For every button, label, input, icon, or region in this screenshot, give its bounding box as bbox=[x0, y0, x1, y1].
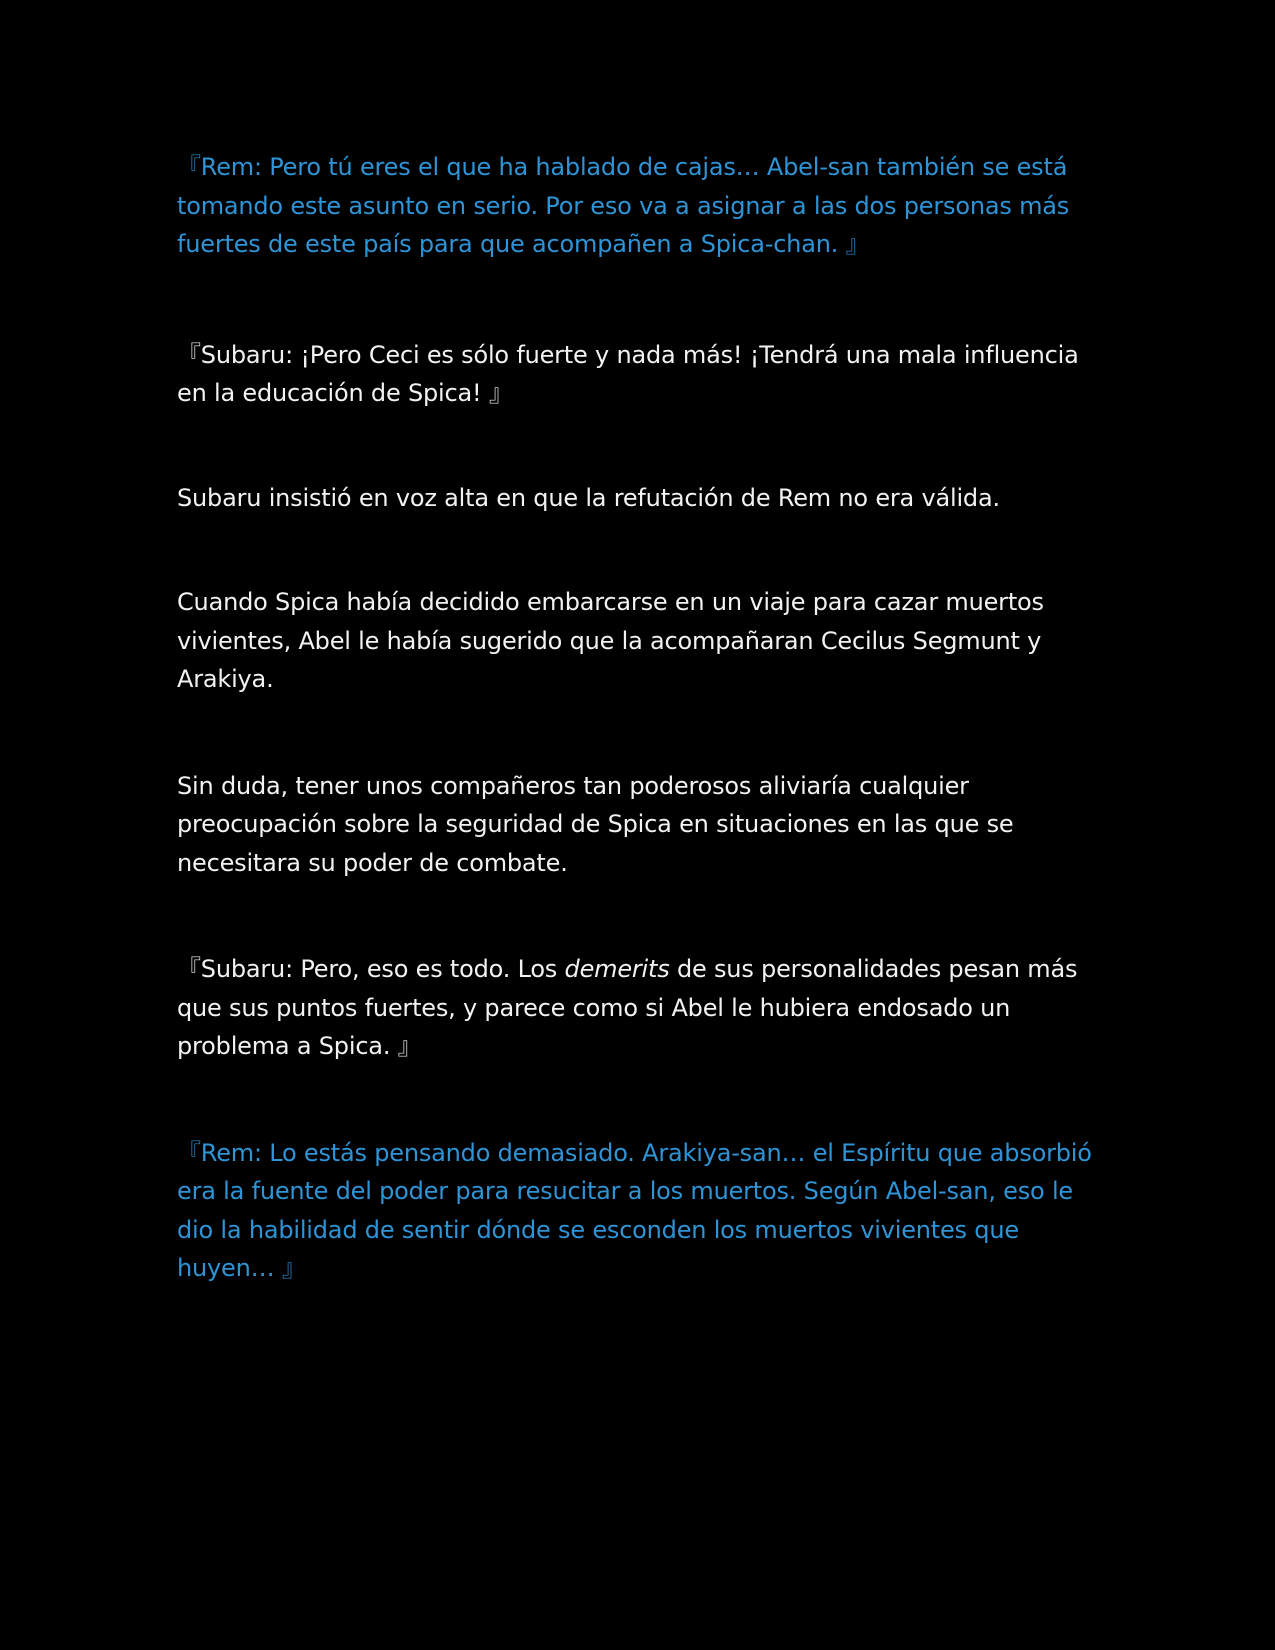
dialogue-subaru-1: 『Subaru: ¡Pero Ceci es sólo fuerte y nada más! ¡Tendrá una mala influencia en la educación de Spica! 』 bbox=[177, 340, 1079, 407]
dialogue-rem-2: 『Rem: Lo estás pensando demasiado. Arakiya-san… el Espíritu que absorbió era la fuente del poder para resucitar a los muertos. Según Abel-san, eso le dio la habilidad de sentir dónde se esconden los muertos vivientes que huyen… 』 bbox=[177, 1138, 1092, 1282]
dialogue-subaru-2-before: 『Subaru: Pero, eso es todo. Los bbox=[177, 955, 565, 983]
narration-1: Subaru insistió en voz alta en que la refutación de Rem no era válida. bbox=[177, 483, 1000, 512]
dialogue-rem-1: 『Rem: Pero tú eres el que ha hablado de cajas… Abel-san también se está tomando este asunto en serio. Por eso va a asignar a las dos personas más fuertes de este país para que acompañen a Spica-chan. 』 bbox=[177, 153, 1070, 258]
document-page bbox=[177, 148, 1107, 1288]
dialogue-subaru-2-after: de sus personalidades pesan más que sus puntos fuertes, y parece como si Abel le hubiera endosado un problema a Spica. 』 bbox=[177, 955, 1078, 1060]
narration-2: Cuando Spica había decidido embarcarse en un viaje para cazar muertos vivientes, Abel le había sugerido que la acompañaran Cecilus Segmunt y Arakiya. bbox=[177, 588, 1044, 693]
narration-3: Sin duda, tener unos compañeros tan poderosos aliviaría cualquier preocupación sobre la seguridad de Spica en situaciones en las que se necesitara su poder de combate. bbox=[177, 771, 1014, 877]
dialogue-subaru-2-italic: demerits bbox=[564, 955, 670, 983]
dialogue-subaru-2 bbox=[177, 950, 1107, 1066]
